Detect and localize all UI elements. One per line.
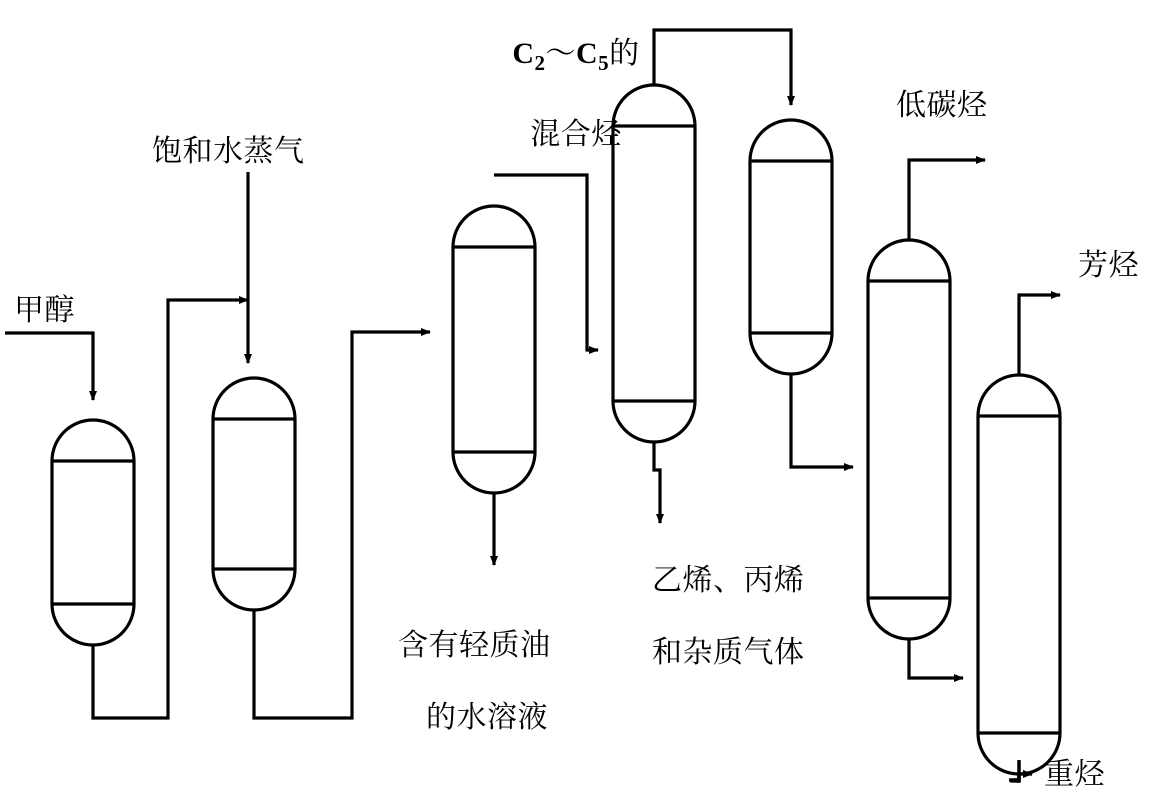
label-aromatics: 芳烃 bbox=[1078, 249, 1139, 282]
ethylene-line1: 乙烯、丙烯 bbox=[652, 564, 805, 597]
mixed-hc-c2: C bbox=[512, 37, 535, 70]
label-methanol: 甲醇 bbox=[14, 294, 75, 327]
mixed-hc-tilde: ～ bbox=[545, 37, 576, 70]
ethylene-line2: 和杂质气体 bbox=[652, 636, 805, 669]
mixed-hc-line2: 混合烃 bbox=[530, 118, 622, 151]
aqueous-line2: 的水溶液 bbox=[426, 701, 548, 734]
mixed-hc-de: 的 bbox=[609, 37, 640, 70]
mixed-hc-c5: C bbox=[576, 37, 599, 70]
label-heavy-hydrocarbons: 重烃 bbox=[1044, 758, 1105, 791]
mixed-hc-sub5: 5 bbox=[598, 51, 610, 75]
label-low-carbon-hydrocarbons: 低碳烃 bbox=[896, 89, 988, 122]
mixed-hc-sub2: 2 bbox=[534, 51, 546, 75]
label-saturated-steam: 饱和水蒸气 bbox=[152, 135, 305, 168]
aqueous-line1: 含有轻质油 bbox=[398, 629, 551, 662]
